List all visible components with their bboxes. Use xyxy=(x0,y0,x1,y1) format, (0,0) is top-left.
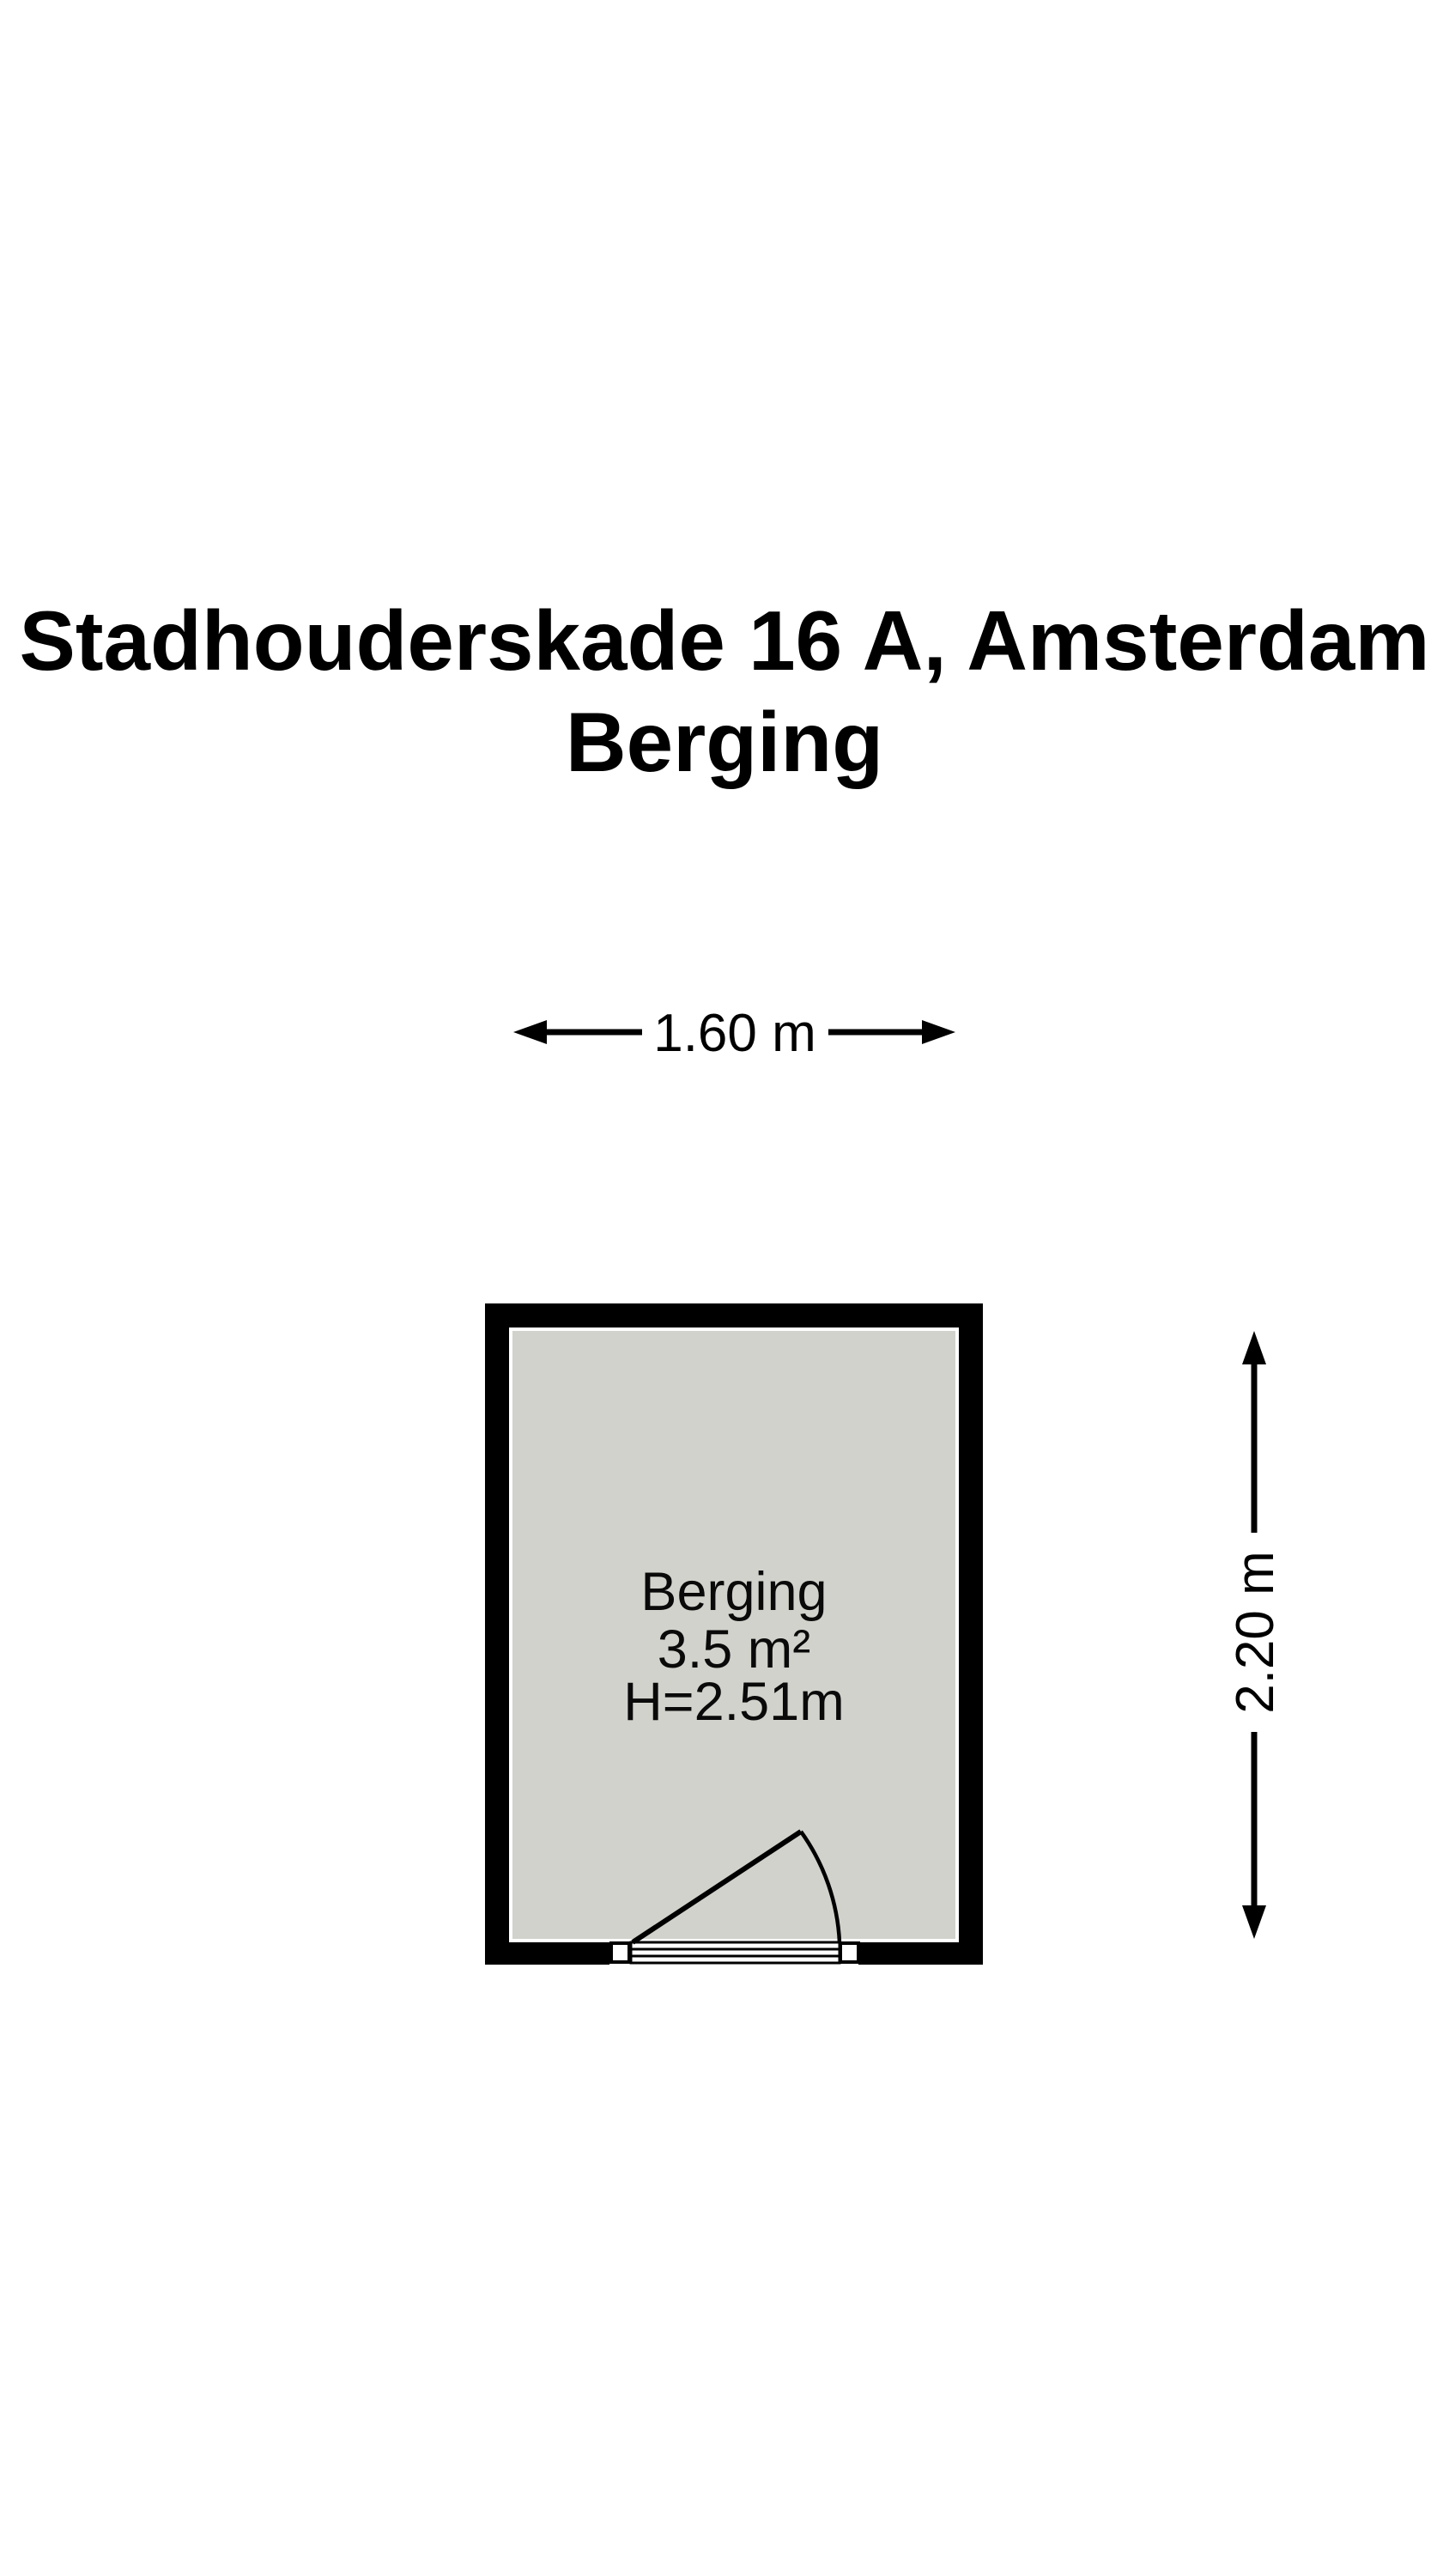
height-dimension-label: 2.20 m xyxy=(1226,1551,1285,1714)
dimension-arrow-up-icon xyxy=(1242,1331,1266,1364)
height-dimension xyxy=(1226,1331,1285,1939)
room-area-label: 3.5 m² xyxy=(657,1619,811,1680)
door-jamb-left xyxy=(611,1943,629,1962)
door-jamb-right xyxy=(840,1943,858,1962)
room-ceiling-height-label: H=2.51m xyxy=(623,1672,845,1732)
title-line-1: Stadhouderskade 16 A, Amsterdam xyxy=(19,593,1430,688)
floorplan xyxy=(485,1303,983,1965)
dimension-arrow-left-icon xyxy=(513,1020,547,1044)
title-line-2: Berging xyxy=(565,695,884,789)
dimension-arrow-right-icon xyxy=(922,1020,955,1044)
width-dimension-label: 1.60 m xyxy=(653,1004,816,1063)
dimension-arrow-down-icon xyxy=(1242,1905,1266,1939)
page-title xyxy=(20,593,1430,789)
room-name-label: Berging xyxy=(640,1562,828,1622)
width-dimension xyxy=(513,1004,955,1063)
